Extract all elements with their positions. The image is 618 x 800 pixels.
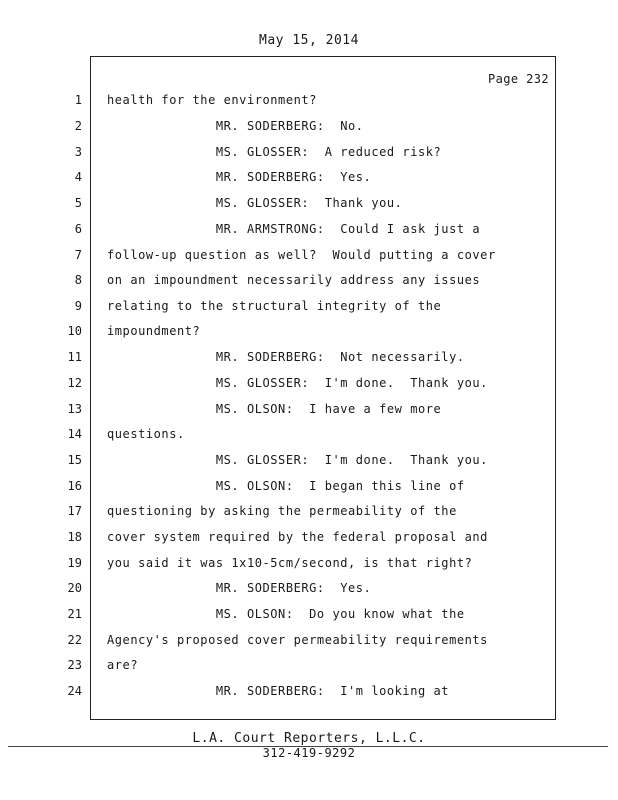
line-number: 3 (74, 145, 82, 159)
line-number: 15 (67, 453, 82, 467)
line-number: 17 (67, 504, 82, 518)
header-date: May 15, 2014 (259, 33, 359, 48)
line-number: 20 (67, 581, 82, 595)
line-number: 10 (67, 324, 82, 338)
transcript-line: cover system required by the federal proposal and (107, 530, 488, 544)
transcript-line: questions. (107, 427, 185, 441)
line-number: 1 (74, 93, 82, 107)
transcript-line: MR. SODERBERG: I'm looking at (107, 684, 450, 698)
line-number: 11 (67, 350, 82, 364)
transcript-line: follow-up question as well? Would putting a cover (107, 248, 496, 262)
line-number: 2 (74, 119, 82, 133)
line-number: 6 (74, 222, 82, 236)
transcript-line: MS. GLOSSER: Thank you. (107, 196, 403, 210)
line-number: 19 (67, 556, 82, 570)
transcript-line: you said it was 1x10-5cm/second, is that right? (107, 556, 473, 570)
transcript-line: questioning by asking the permeability of the (107, 504, 457, 518)
transcript-line: MS. GLOSSER: I'm done. Thank you. (107, 376, 488, 390)
transcript-line: MR. ARMSTRONG: Could I ask just a (107, 222, 481, 236)
line-number: 16 (67, 479, 82, 493)
transcript-line: relating to the structural integrity of the (107, 299, 442, 313)
transcript-line: MR. SODERBERG: Yes. (107, 581, 372, 595)
line-number: 5 (74, 196, 82, 210)
line-number: 13 (67, 402, 82, 416)
transcript-line: MS. GLOSSER: I'm done. Thank you. (107, 453, 488, 467)
line-number: 8 (74, 273, 82, 287)
line-number: 22 (67, 633, 82, 647)
line-number: 9 (74, 299, 82, 313)
transcript-line: MS. OLSON: I have a few more (107, 402, 442, 416)
line-number: 24 (67, 684, 82, 698)
page-number: Page 232 (488, 72, 549, 86)
transcript-line: MR. SODERBERG: Not necessarily. (107, 350, 465, 364)
court-reporter-name: L.A. Court Reporters, L.L.C. (192, 731, 426, 746)
transcript-line: MR. SODERBERG: Yes. (107, 170, 372, 184)
transcript-line: Agency's proposed cover permeability requirements (107, 633, 488, 647)
transcript-line: MS. GLOSSER: A reduced risk? (107, 145, 442, 159)
line-number: 14 (67, 427, 82, 441)
transcript-line: MS. OLSON: I began this line of (107, 479, 465, 493)
line-number: 18 (67, 530, 82, 544)
transcript-line: health for the environment? (107, 93, 317, 107)
line-number: 21 (67, 607, 82, 621)
line-number: 12 (67, 376, 82, 390)
transcript-line: MS. OLSON: Do you know what the (107, 607, 465, 621)
transcript-line: are? (107, 658, 139, 672)
transcript-line: MR. SODERBERG: No. (107, 119, 364, 133)
line-number: 23 (67, 658, 82, 672)
transcript-line: on an impoundment necessarily address any issues (107, 273, 481, 287)
line-number: 4 (74, 170, 82, 184)
court-reporter-phone: 312-419-9292 (262, 746, 356, 760)
line-number: 7 (74, 248, 82, 262)
transcript-line: impoundment? (107, 324, 201, 338)
